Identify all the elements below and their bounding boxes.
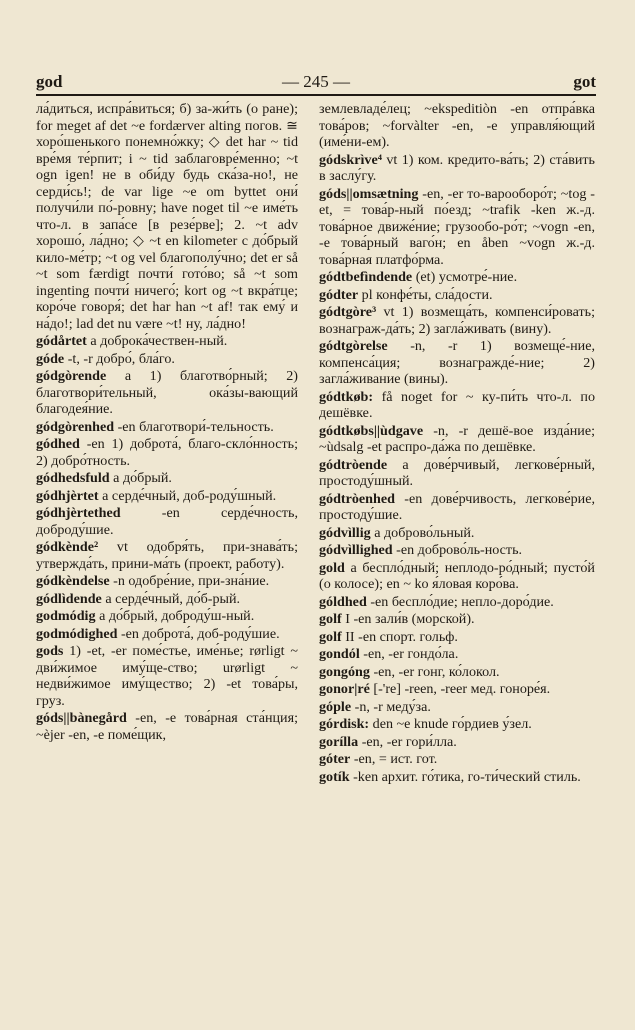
- entry-headword: gódtkøbs||ùdgave: [319, 422, 424, 439]
- entry-definition: -en, -er то-варооборо́т; ~tog -et, = това́р-ный по́езд; ~trafik -ken ж.-д. това́рное движе́ние; грузообо-ро́т; ~vogn -en, -e това́рный ваго́н; en åben ~vogn ж.-д. това́рная платфо́рма.: [319, 185, 595, 268]
- dictionary-entry: [319, 423, 595, 456]
- entry-definition: II -en спорт. гольф.: [345, 628, 458, 645]
- dictionary-entry: [36, 436, 298, 469]
- entry-definition: a доброка́чествен-ный.: [90, 333, 228, 349]
- entry-definition: -en, -e това́рная ста́нция; ~èjer -en, -e поме́щик,: [36, 710, 298, 743]
- entry-headword: gondól: [319, 646, 360, 662]
- entry-definition: землевладе́лец; ~ekspeditiòn -en отпра́вка това́ров; ~forvàlter -en, -e управля́ющий (име́ни-ем).: [319, 101, 595, 150]
- entry-headword: gódtròenhed: [319, 490, 395, 507]
- entry-headword: godmódighed: [36, 625, 118, 642]
- entry-headword: gonor|ré: [319, 681, 370, 697]
- dictionary-entry: [319, 751, 595, 768]
- entry-headword: gódhjèrtethed: [36, 505, 121, 521]
- dictionary-entry: [36, 419, 298, 436]
- entry-headword: gódtkøb:: [319, 388, 374, 405]
- dictionary-entry: [319, 269, 595, 286]
- entry-headword: gotík: [319, 768, 350, 785]
- dictionary-entry: [319, 152, 595, 185]
- dictionary-entry: [319, 646, 595, 663]
- left-column: [36, 101, 298, 744]
- entry-definition: -en беспло́дие; непло-доро́дие.: [370, 593, 554, 610]
- entry-headword: gods: [36, 643, 64, 659]
- entry-definition: a до́брый, доброду́ш-ный.: [99, 608, 255, 624]
- entry-headword: gódlìdende: [36, 590, 102, 607]
- entry-definition: -t, -r добро́, бла́го.: [67, 350, 175, 367]
- entry-headword: gorílla: [319, 733, 359, 750]
- entry-definition: a 1) благотво́рный; 2) благотвори́тельный, ока́зы-вающий благодея́ние.: [36, 368, 298, 417]
- entry-definition: -n одобре́ние, при-зна́ние.: [113, 573, 270, 589]
- entry-definition: a дове́рчивый, легкове́рный, простоду́шный.: [319, 456, 595, 489]
- dictionary-entry: [319, 681, 595, 698]
- dictionary-entry: [319, 542, 595, 559]
- entry-definition: a серде́чный, до́б-рый.: [105, 590, 241, 607]
- entry-definition: -en благотвори́-тельность.: [117, 418, 274, 435]
- entry-definition: (et) усмотре́-ние.: [415, 269, 518, 285]
- dictionary-entry: [319, 525, 595, 542]
- entry-definition: -ken архит. го́тика, го-ти́ческий стиль.: [353, 768, 581, 785]
- dictionary-entry: [319, 457, 595, 490]
- dictionary-entry: [319, 560, 595, 593]
- entry-headword: gongóng: [319, 663, 370, 680]
- entry-headword: gódtgòre³: [319, 304, 377, 320]
- dictionary-entry: [319, 699, 595, 716]
- page-number: — 245 —: [282, 72, 350, 91]
- entry-definition: vt 1) ком. кредито-ва́ть; 2) ста́вить в заслу́гу.: [319, 151, 595, 184]
- dictionary-entry: [36, 505, 298, 538]
- dictionary-entry: [36, 608, 298, 625]
- entry-definition: a доброво́льный.: [374, 524, 475, 541]
- entry-headword: gódhedsfuld: [36, 470, 110, 486]
- entry-headword: gódvìllighed: [319, 542, 393, 558]
- entry-definition: [-'re] -reen, -reer мед. гоноре́я.: [373, 681, 551, 697]
- dictionary-entry: [319, 101, 595, 151]
- dictionary-entry: [319, 734, 595, 751]
- right-running-headword: got: [573, 72, 596, 91]
- entry-headword: gódtgòrelse: [319, 338, 388, 354]
- dictionary-entry: [319, 186, 595, 269]
- entry-definition: -n, -r меду́за.: [354, 698, 431, 715]
- entry-definition: -en серде́чность, доброду́шие.: [36, 505, 298, 538]
- entry-headword: góple: [319, 698, 352, 715]
- entry-definition: -en 1) доброта́, благо-скло́нность; 2) добро́тность.: [36, 436, 298, 469]
- dictionary-entry: [319, 389, 595, 422]
- dictionary-entry: [319, 611, 595, 628]
- header-rule: [36, 94, 596, 96]
- entry-headword: góds||bànegård: [36, 710, 127, 726]
- entry-headword: gódgòrenhed: [36, 418, 115, 435]
- entry-definition: -en доброво́ль-ность.: [396, 542, 523, 558]
- dictionary-entry: [36, 488, 298, 505]
- entry-definition: -en доброта́, доб-роду́шие.: [120, 625, 280, 642]
- left-running-headword: god: [36, 72, 63, 91]
- dictionary-entry: [319, 664, 595, 681]
- entry-definition: a до́брый.: [113, 470, 172, 486]
- dictionary-entry: [36, 643, 298, 709]
- right-column: [319, 101, 595, 786]
- dictionary-entry: [36, 368, 298, 418]
- entry-definition: -n, -r 1) возмеще́-ние, компенса́ция; вознагражде́-ние; 2) загла́живание (вины).: [319, 338, 595, 387]
- entry-definition: -n, -r дешё-вое изда́ние; ~ùdsalg -et распро-да́жа по дешёвке.: [319, 422, 595, 455]
- entry-definition: a серде́чный, доб-роду́шный.: [102, 487, 277, 504]
- dictionary-entry: [319, 769, 595, 786]
- entry-definition: -en, = ист. гот.: [353, 751, 438, 767]
- entry-definition: den ~e knude го́рдиев у́зел.: [372, 716, 532, 732]
- dictionary-entry: [36, 710, 298, 743]
- entry-headword: góter: [319, 751, 351, 767]
- entry-headword: gódkènde²: [36, 539, 99, 555]
- dictionary-entry: [36, 351, 298, 368]
- dictionary-entry: [36, 470, 298, 487]
- dictionary-entry: [36, 573, 298, 590]
- entry-headword: gódtròende: [319, 456, 388, 473]
- entry-headword: godmódig: [36, 608, 96, 624]
- entry-headword: gold: [319, 559, 345, 576]
- dictionary-entry: [319, 287, 595, 304]
- entry-headword: gódvìllig: [319, 524, 371, 541]
- entry-definition: -en, -er гори́лла.: [361, 733, 457, 750]
- entry-definition: -en дове́рчивость, легкове́рие, простоду́шие.: [319, 490, 595, 523]
- entry-headword: gódårtet: [36, 333, 87, 349]
- entry-headword: gódhjèrtet: [36, 487, 99, 504]
- entry-definition: a беспло́дный; неплодо-ро́дный; пусто́й (о колосе); en ~ ko я́ловая коро́ва.: [319, 559, 595, 592]
- dictionary-entry: [319, 304, 595, 337]
- dictionary-entry: [319, 491, 595, 524]
- entry-definition: pl конфе́ты, сла́дости.: [361, 286, 493, 303]
- entry-definition: -en, -er гондо́ла.: [363, 646, 459, 662]
- dictionary-entry: [36, 101, 298, 332]
- entry-headword: gódtbefìndende: [319, 269, 413, 285]
- dictionary-entry: [36, 333, 298, 350]
- dictionary-entry: [36, 539, 298, 572]
- dictionary-entry: [319, 629, 595, 646]
- entry-headword: góldhed: [319, 593, 367, 610]
- dictionary-entry: [319, 716, 595, 733]
- dictionary-entry: [319, 594, 595, 611]
- entry-headword: gódter: [319, 286, 359, 303]
- entry-headword: góde: [36, 350, 65, 367]
- entry-headword: golf: [319, 628, 342, 645]
- entry-definition: I -en зали́в (морской).: [345, 611, 475, 627]
- entry-headword: gódhed: [36, 436, 80, 452]
- entry-headword: gódskrìve⁴: [319, 151, 382, 168]
- entry-definition: -en, -er гонг, ко́локол.: [373, 663, 500, 680]
- entry-definition: vt одобря́ть, при-знава́ть; утвержда́ть, прини-ма́ть (проект, работу).: [36, 539, 299, 572]
- entry-definition: 1) -et, -er поме́стье, име́нье; rørligt ~ дви́жимое иму́ще-ство; urørligt ~ недви́жимое иму́щество; 2) -et това́ры, груз.: [36, 643, 298, 709]
- entry-definition: få noget for ~ ку-пи́ть что-л. по дешёвке.: [319, 388, 596, 421]
- dictionary-entry: [319, 338, 595, 388]
- entry-headword: golf: [319, 611, 342, 627]
- entry-definition: vt 1) возмеща́ть, компенси́ровать; вознаграж-да́ть; 2) загла́живать (вину).: [319, 304, 595, 337]
- entry-headword: gódgòrende: [36, 368, 107, 384]
- dictionary-entry: [36, 626, 298, 643]
- entry-definition: ла́диться, испра́виться; б) за-жи́ть (о ране); for meget af det ~e fordærver alting погов. ≅ хоро́шенького понемно́жку; ◇ det har ~ tid вре́мя те́рпит; i ~ tid заблаговре́менно; ~t ogn igen! не в оби́ду будь ска́за-но!, не серди́сь!; de var lige ~e om byttet они́ получи́ли по́-ровну; have noget til ~e име́ть что-л. в запа́се [в резе́рве]; 2. ~t adv хорошо́, ла́дно; ◇ ~t en kilometer с до́брый кило-ме́тр; ~t og vel благополу́чно; det er så ~t som færdigt почти́ гото́во; så ~t som ingenting почти́ ничего́; kort og ~t вкра́тце; коро́че говоря́; det har han ~t af! так ему́ и на́до!; lad det nu være ~t! ну, ла́дно!: [36, 101, 298, 332]
- entry-headword: górdisk:: [319, 716, 370, 732]
- dictionary-entry: [36, 591, 298, 608]
- entry-headword: gódkèndelse: [36, 573, 110, 589]
- entry-headword: góds||omsætning: [319, 185, 419, 202]
